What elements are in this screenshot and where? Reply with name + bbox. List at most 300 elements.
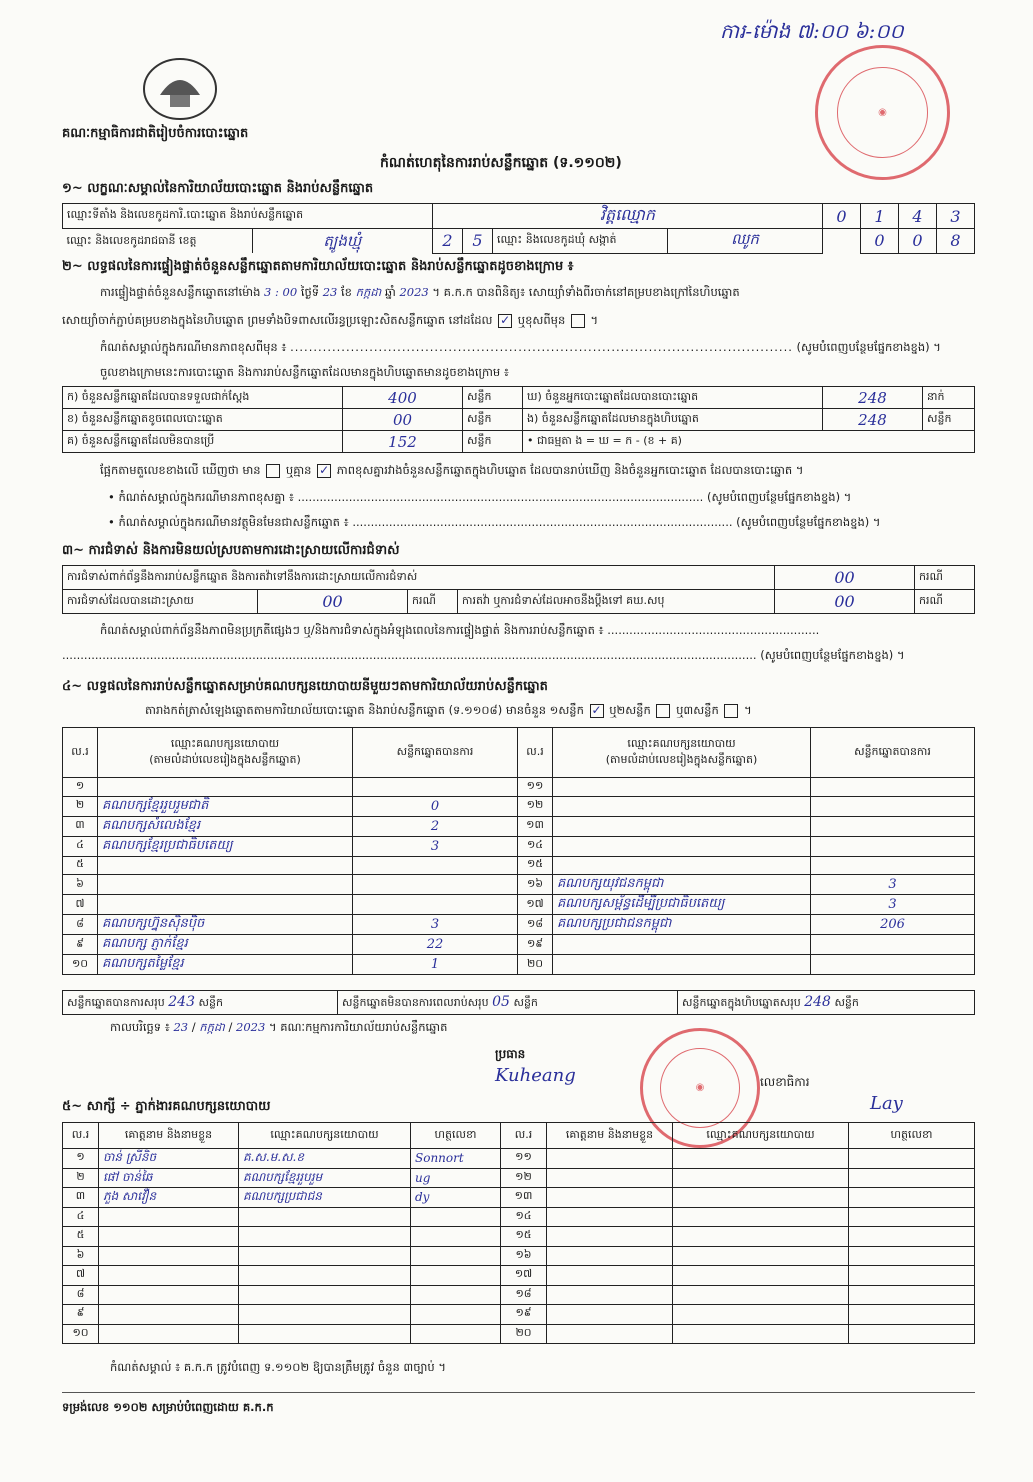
committee-label: ។ គណៈកម្មការការិយាល័យរាប់សន្លឹកឆ្នោត xyxy=(268,1020,448,1034)
witness-name xyxy=(547,1305,673,1325)
witness-no: ១៩ xyxy=(501,1305,547,1325)
three-sheet-checkbox[interactable] xyxy=(724,704,738,718)
changed-label: ឬខុសពីមុន xyxy=(517,313,566,327)
result-no: ១៧ xyxy=(518,895,553,915)
complaint-unit: ករណី xyxy=(915,566,975,590)
result-no: ១៨ xyxy=(518,915,553,935)
result-no: ៨ xyxy=(63,915,98,935)
result-party: គណបក្សសំលេងខ្មែរ xyxy=(98,816,353,836)
section4-title: ៤~ លទ្ធផលនៃការរាប់សន្លឹកឆ្នោតសម្រាប់គណបក្សនយោបាយនីមួយៗតាមការិយាល័យរាប់សន្លឹកឆ្នោត xyxy=(62,679,548,694)
spoiled-label: ខ) ចំនួនសន្លឹកឆ្នោតខូចពេលបោះឆ្នោត xyxy=(63,409,343,431)
result-party xyxy=(98,856,353,875)
appeal-unit: ករណី xyxy=(915,590,975,614)
witness-signature xyxy=(411,1305,501,1325)
witness-no: ៤ xyxy=(63,1207,99,1227)
verification-day-label: ថ្ងៃទី xyxy=(300,285,320,299)
total-invalid-cell xyxy=(338,991,678,1015)
witness-no: ៥ xyxy=(63,1227,99,1247)
result-party xyxy=(553,935,811,955)
witness-table xyxy=(62,1122,975,1344)
col-no-right: ល.រ xyxy=(518,728,553,778)
witness-no: ២ xyxy=(63,1168,99,1188)
chair-label: ប្រធាន xyxy=(495,1047,526,1061)
witness-row xyxy=(63,1227,975,1247)
result-no: ៣ xyxy=(63,816,98,836)
witness-name xyxy=(547,1149,673,1169)
discrepancy-has-label: ផ្អែកតាមតួលេខខាងលើ ឃើញថា មាន xyxy=(100,463,261,477)
commune-code-3: 8 xyxy=(937,229,975,254)
witness-party: គណបក្សខ្មែររួបរួម xyxy=(239,1168,411,1188)
witness-party xyxy=(239,1227,411,1247)
witness-signature xyxy=(411,1324,501,1344)
two-sheet-checkbox[interactable] xyxy=(656,704,670,718)
witness-name xyxy=(547,1285,673,1305)
received-value: 400 xyxy=(343,387,463,409)
witness-signature xyxy=(411,1207,501,1227)
witness-party xyxy=(673,1266,849,1286)
result-row xyxy=(63,778,975,797)
results-body xyxy=(63,778,975,975)
witness-name xyxy=(547,1207,673,1227)
result-votes xyxy=(353,875,518,895)
result-votes: 3 xyxy=(353,915,518,935)
changed-checkbox[interactable] xyxy=(571,314,585,328)
result-no: ៦ xyxy=(63,875,98,895)
result-votes: 0 xyxy=(353,796,518,816)
col-no-left: ល.រ xyxy=(63,728,98,778)
witness-no: ៦ xyxy=(63,1246,99,1266)
resolved-value: 00 xyxy=(258,590,408,614)
result-no: ៩ xyxy=(63,935,98,955)
witness-party xyxy=(673,1324,849,1344)
witness-party xyxy=(239,1324,411,1344)
irregularity-fill: (សូមបំពេញបន្ថែមផ្នែកខាងខ្នង) ។ xyxy=(760,648,905,662)
result-votes xyxy=(811,816,975,836)
result-votes: 1 xyxy=(353,955,518,975)
bottom-divider xyxy=(62,1392,975,1393)
witness-party xyxy=(673,1188,849,1208)
witness-col-party-right: ឈ្មោះគណបក្សនយោបាយ xyxy=(673,1123,849,1149)
verification-month: កក្កដា xyxy=(355,285,382,299)
bullet1-fill: (សូមបំពេញបន្ថែមផ្នែកខាងខ្នង) ។ xyxy=(707,490,852,504)
verification-time: 3 : 00 xyxy=(264,285,298,299)
bullet1-line: • កំណត់សម្គាល់ក្នុងករណីមានភាពខុសគ្នា ៖ ............................................................................................................... (សូមបំពេញបន្ថែមផ្នែកខាងខ្នង) ។ xyxy=(108,490,852,504)
unused-value: 152 xyxy=(343,431,463,453)
witness-name xyxy=(99,1207,239,1227)
unused-unit: សន្លឹក xyxy=(463,431,523,453)
witness-signature xyxy=(849,1285,975,1305)
witness-name: ភួង សាវឿន xyxy=(99,1188,239,1208)
result-party xyxy=(98,778,353,797)
result-row xyxy=(63,895,975,915)
total-invalid-value: 05 xyxy=(492,993,510,1010)
two-sheet-label: ឬ២សន្លឹក xyxy=(609,703,651,717)
result-row xyxy=(63,935,975,955)
diff-note-label: កំណត់សម្គាល់ក្នុងករណីមានភាពខុសពីមុន ៖ xyxy=(100,340,287,354)
voters-label: ឃ) ចំនួនអ្នកបោះឆ្នោតដែលបានបោះឆ្នោត xyxy=(523,387,823,409)
date-label: កាលបរិច្ឆេទ ៖ xyxy=(110,1020,170,1034)
date-month: កក្កដា xyxy=(199,1020,225,1034)
total-invalid-unit: សន្លឹក xyxy=(513,995,538,1009)
result-party xyxy=(553,796,811,816)
tally-sheet-line: តារាងកត់ត្រាសំឡេងឆ្នោតតាមការិយាល័យបោះឆ្នោត និងរាប់សន្លឹកឆ្នោត (ទ.១១០៨) មានចំនួន ១សន្លឹក ✓ ឬ២សន្លឹក ឬ៣សន្លឹក ។ xyxy=(145,702,752,717)
result-votes: 3 xyxy=(811,895,975,915)
total-valid-label: សន្លឹកឆ្នោតបានការសរុប xyxy=(67,995,165,1009)
witness-signature xyxy=(849,1227,975,1247)
discrepancy-line xyxy=(100,463,803,480)
province-code-1: 2 xyxy=(433,229,463,254)
location-label: ឈ្មោះទីតាំង និងលេខកូដការិ.បោះឆ្នោត និងរាប់សន្លឹកឆ្នោត xyxy=(63,204,433,229)
witness-name: ចាន់ ស្រីនិច xyxy=(99,1149,239,1169)
witness-party: គ.ស.ម.ស.ខ xyxy=(239,1149,411,1169)
ballot-intro: ចួលខាងក្រោមនេះការបោះឆ្នោត និងការរាប់សន្លឹកឆ្នោតដែលមានក្នុងហិបឆ្នោតមានដូចខាងក្រោម ៖ xyxy=(100,365,509,379)
resolved-label: ការជំទាស់ដែលបានដោះស្រាយ xyxy=(63,590,258,614)
total-box-value: 248 xyxy=(804,993,831,1010)
witness-col-party-left: ឈ្មោះគណបក្សនយោបាយ xyxy=(239,1123,411,1149)
witness-no: ១ xyxy=(63,1149,99,1169)
col-votes-left: សន្លឹកឆ្នោតបានការ xyxy=(353,728,518,778)
section1-title: ១~ លក្ខណៈសម្គាល់នៃការិយាល័យបោះឆ្នោត និងរាប់សន្លឹកឆ្នោត xyxy=(62,181,374,196)
result-row xyxy=(63,856,975,875)
result-party xyxy=(553,778,811,797)
col-party-left xyxy=(98,728,353,778)
result-party xyxy=(98,895,353,915)
result-votes xyxy=(353,895,518,915)
witness-signature xyxy=(849,1246,975,1266)
secretary-label: លេខាធិការ xyxy=(760,1075,810,1089)
witness-signature xyxy=(849,1266,975,1286)
witness-name xyxy=(99,1324,239,1344)
witness-party xyxy=(673,1285,849,1305)
complaint-label: ការជំទាស់ពាក់ព័ន្ធនឹងការរាប់សន្លឹកឆ្នោត និងការតវ៉ាទៅនឹងការដោះស្រាយលើការជំទាស់ xyxy=(63,566,775,590)
location-code-4: 3 xyxy=(937,204,975,229)
result-votes xyxy=(811,955,975,975)
witness-no: ៧ xyxy=(63,1266,99,1286)
witness-signature xyxy=(849,1188,975,1208)
has-discrepancy-checkbox[interactable] xyxy=(266,464,280,478)
received-unit: សន្លឹក xyxy=(463,387,523,409)
witness-name xyxy=(547,1168,673,1188)
witness-name xyxy=(99,1266,239,1286)
witness-party: គណបក្សប្រជាជន xyxy=(239,1188,411,1208)
appeal-value: 00 xyxy=(775,590,915,614)
verification-month-label: ខែ xyxy=(341,285,352,299)
witness-signature: dy xyxy=(411,1188,501,1208)
irregularity-note: កំណត់សម្គាល់ពាក់ព័ន្ធនឹងភាពមិនប្រក្រតីផ្សេងៗ ឬ/និងការជំទាស់ក្នុងអំឡុងពេលនៃការផ្ទៀងផ្ទាត់ និងការរាប់សន្លឹកឆ្នោត ៖ .......................................................... xyxy=(100,623,820,637)
secretary-signature: Lay xyxy=(870,1093,903,1114)
witness-row xyxy=(63,1149,975,1169)
result-votes xyxy=(811,778,975,797)
result-no: ១៩ xyxy=(518,935,553,955)
form-title: កំណត់ហេតុនៃការរាប់សន្លឹកឆ្នោត (ទ.១១០២) xyxy=(380,155,622,171)
result-party xyxy=(98,875,353,895)
results-table xyxy=(62,727,975,975)
witness-col-no-left: ល.រ xyxy=(63,1123,99,1149)
witness-signature xyxy=(411,1266,501,1286)
province-code-2: 5 xyxy=(463,229,493,254)
result-votes xyxy=(811,935,975,955)
witness-party xyxy=(673,1305,849,1325)
unchanged-checkbox[interactable]: ✓ xyxy=(500,312,511,327)
witness-party xyxy=(239,1246,411,1266)
result-votes xyxy=(811,856,975,875)
result-votes: 206 xyxy=(811,915,975,935)
witness-no: ៩ xyxy=(63,1305,99,1325)
seal-line: សោយ្យាំចាក់ភ្ជាប់គម្របខាងក្នុងនៃហិបឆ្នោត ព្រមទាំងបិទពាសលើរន្ធប្រឡោះសិតសន្លឹកឆ្នោត នៅដដែល ✓ ឬខុសពីមុន ។ xyxy=(62,312,599,327)
witness-no: ១៧ xyxy=(501,1266,547,1286)
witness-name xyxy=(99,1285,239,1305)
result-party: គណបក្ស ភ្ញាក់ខ្មែរ xyxy=(98,935,353,955)
stamp-emblem-icon: ◉ xyxy=(837,67,927,157)
witness-no: ១៨ xyxy=(501,1285,547,1305)
section3-title: ៣~ ការជំទាស់ និងការមិនយល់ស្របតាមការដោះស្រាយលើការជំទាស់ xyxy=(62,543,400,558)
witness-signature xyxy=(411,1246,501,1266)
result-party: គណបក្សយុវជនកម្ពុជា xyxy=(553,875,811,895)
col-party-left-sub: (តាមលំដាប់លេខរៀងក្នុងសន្លឹកឆ្នោត) xyxy=(149,752,301,766)
commission-name: គណៈកម្មាធិការជាតិរៀបចំការបោះឆ្នោត xyxy=(62,126,249,141)
total-box-label: សន្លឹកឆ្នោតក្នុងហិបឆ្នោតសរុប xyxy=(682,995,801,1009)
witness-no: ១៤ xyxy=(501,1207,547,1227)
witness-party xyxy=(673,1246,849,1266)
result-votes: 3 xyxy=(811,875,975,895)
date-line: កាលបរិច្ឆេទ ៖ 23 / កក្កដា / 2023 ។ គណៈកម្មការការិយាល័យរាប់សន្លឹកឆ្នោត xyxy=(110,1020,448,1034)
total-box-cell xyxy=(678,991,975,1015)
result-row xyxy=(63,955,975,975)
voters-value: 248 xyxy=(823,387,923,409)
witness-no: ៣ xyxy=(63,1188,99,1208)
result-votes xyxy=(811,836,975,856)
in-box-unit: សន្លឹក xyxy=(923,409,975,431)
result-party xyxy=(553,856,811,875)
witness-row xyxy=(63,1266,975,1286)
discrepancy-none-label: ឬគ្មាន xyxy=(285,463,312,477)
result-row xyxy=(63,816,975,836)
location-code-2: 1 xyxy=(861,204,899,229)
result-party xyxy=(553,816,811,836)
form-number: ទម្រង់លេខ ១១០២ សម្រាប់បំពេញដោយ គ.ក.ក xyxy=(62,1400,274,1414)
witness-name xyxy=(99,1227,239,1247)
total-invalid-label: សន្លឹកឆ្នោតមិនបានការពេលរាប់សរុប xyxy=(342,995,489,1009)
witness-signature xyxy=(849,1168,975,1188)
tally-sheet-label: តារាងកត់ត្រាសំឡេងឆ្នោតតាមការិយាល័យបោះឆ្នោត និងរាប់សន្លឹកឆ្នោត (ទ.១១០៨) មានចំនួន ១សន្លឹក xyxy=(145,703,584,717)
witness-no: ១២ xyxy=(501,1168,547,1188)
section1-table xyxy=(62,203,975,254)
result-no: ១៥ xyxy=(518,856,553,875)
witness-col-no-right: ល.រ xyxy=(501,1123,547,1149)
witness-no: ១៣ xyxy=(501,1188,547,1208)
witness-col-sign-right: ហត្ថលេខា xyxy=(849,1123,975,1149)
result-no: ១៤ xyxy=(518,836,553,856)
province-value: ត្បូងឃ្មុំ xyxy=(323,232,362,250)
result-no: ១៣ xyxy=(518,816,553,836)
result-party: គណបក្សហ្វ៊ុនស៊ិនប៉ិច xyxy=(98,915,353,935)
date-day: 23 xyxy=(173,1020,189,1034)
witness-row xyxy=(63,1285,975,1305)
witness-signature xyxy=(849,1207,975,1227)
witness-name xyxy=(99,1305,239,1325)
result-no: ៥ xyxy=(63,856,98,875)
verification-line xyxy=(100,285,740,302)
witness-no: ២០ xyxy=(501,1324,547,1344)
result-votes: 3 xyxy=(353,836,518,856)
witness-party xyxy=(673,1149,849,1169)
location-code-3: 4 xyxy=(899,204,937,229)
result-votes xyxy=(353,856,518,875)
bullet2-label: • កំណត់សម្គាល់ក្នុងករណីមានវត្ថុមិនមែនជាសន្លឹកឆ្នោត ៖ xyxy=(108,515,349,529)
witness-name xyxy=(547,1324,673,1344)
col-votes-right: សន្លឹកឆ្នោតបានការ xyxy=(811,728,975,778)
total-valid-value: 243 xyxy=(168,993,195,1010)
chair-signature: Kuheang xyxy=(495,1065,576,1086)
footnote: កំណត់សម្គាល់ ៖ គ.ក.ក ត្រូវបំពេញ ទ.១១០២ ឱ្យបានត្រឹមត្រូវ ចំនួន ៣ច្បាប់ ។ xyxy=(110,1360,446,1374)
irregularity-fill-line: .............................................................................................................................................................................................. (សូមបំពេញបន្ថែមផ្នែកខាងខ្នង) ។ xyxy=(62,648,905,662)
bullet2-fill: (សូមបំពេញបន្ថែមផ្នែកខាងខ្នង) ។ xyxy=(736,515,881,529)
unused-label: គ) ចំនួនសន្លឹកឆ្នោតដែលមិនបានប្រើ xyxy=(63,431,343,453)
result-party xyxy=(553,836,811,856)
witness-party xyxy=(673,1207,849,1227)
result-row xyxy=(63,915,975,935)
formula: • ជាធម្មតា ង = ឃ = ក - (ខ + គ) xyxy=(523,431,975,453)
no-discrepancy-checkbox[interactable]: ✓ xyxy=(319,462,330,477)
diff-note-fill: (សូមបំពេញបន្ថែមផ្នែកខាងខ្នង) ។ xyxy=(796,340,941,354)
section5-title: ៥~ សាក្សី ÷ ភ្នាក់ងារគណបក្សនយោបាយ xyxy=(62,1099,271,1114)
witness-signature: Sonnort xyxy=(411,1149,501,1169)
witness-col-name-left: គោត្តនាម និងនាមខ្លួន xyxy=(99,1123,239,1149)
witness-col-name-right: គោត្តនាម និងនាមខ្លួន xyxy=(547,1123,673,1149)
verification-day: 23 xyxy=(322,285,338,299)
nec-emblem-icon xyxy=(140,55,220,123)
province-label: ឈ្មោះ និងលេខកូដរាជធានី ខេត្ត xyxy=(63,229,253,253)
complaint-value: 00 xyxy=(775,566,915,590)
date-year: 2023 xyxy=(236,1020,266,1034)
commune-value: ឈូក xyxy=(668,229,823,254)
location-code-1: 0 xyxy=(823,204,861,229)
appeal-label: ការតវ៉ា ឬការជំទាស់ដែលអាចនឹងប្តឹងទៅ គឃ.សបុ xyxy=(458,590,775,614)
result-no: ២ xyxy=(63,796,98,816)
witness-no: ១៦ xyxy=(501,1246,547,1266)
spoiled-value: 00 xyxy=(343,409,463,431)
received-label: ក) ចំនួនសន្លឹកឆ្នោតដែលបានទទួលជាក់ស្តែង xyxy=(63,387,343,409)
official-stamp-top xyxy=(815,45,950,180)
witness-signature xyxy=(849,1149,975,1169)
one-sheet-checkbox[interactable]: ✓ xyxy=(591,702,602,717)
result-no: ១០ xyxy=(63,955,98,975)
witness-no: ១៥ xyxy=(501,1227,547,1247)
result-votes xyxy=(353,778,518,797)
result-no: ១ xyxy=(63,778,98,797)
result-votes xyxy=(811,796,975,816)
result-no: ១១ xyxy=(518,778,553,797)
result-votes: 22 xyxy=(353,935,518,955)
col-party-right xyxy=(553,728,811,778)
seal-text: សោយ្យាំចាក់ភ្ជាប់គម្របខាងក្នុងនៃហិបឆ្នោត ព្រមទាំងបិទពាសលើរន្ធប្រឡោះសិតសន្លឹកឆ្នោត នៅដដែល xyxy=(62,313,493,327)
result-no: ៤ xyxy=(63,836,98,856)
witness-signature xyxy=(849,1324,975,1344)
result-no: ១៦ xyxy=(518,875,553,895)
three-sheet-label: ឬ៣សន្លឹក xyxy=(676,703,719,717)
verification-time-label: ការផ្ទៀងផ្ទាត់ចំនួនសន្លឹកឆ្នោតនៅម៉ោង xyxy=(100,285,261,299)
irregularity-label: កំណត់សម្គាល់ពាក់ព័ន្ធនឹងភាពមិនប្រក្រតីផ្សេងៗ ឬ/និងការជំទាស់ក្នុងអំឡុងពេលនៃការផ្ទៀងផ្ទាត់ និងការរាប់សន្លឹកឆ្នោត ៖ xyxy=(100,623,604,637)
result-party: គណបក្សសម្ព័ន្ធដើម្បីប្រជាធិបតេយ្យ xyxy=(553,895,811,915)
witness-name xyxy=(547,1188,673,1208)
diff-note-line: កំណត់សម្គាល់ក្នុងករណីមានភាពខុសពីមុន ៖ ............................................................................................................ (សូមបំពេញបន្ថែមផ្នែកខាងខ្នង) ។ xyxy=(100,340,941,354)
witness-name xyxy=(547,1266,673,1286)
voters-unit: នាក់ xyxy=(923,387,975,409)
witness-party xyxy=(239,1266,411,1286)
in-box-label: ង) ចំនួនសន្លឹកឆ្នោតដែលមានក្នុងហិបឆ្នោត xyxy=(523,409,823,431)
verification-text: ។ គ.ក.ក បានពិនិត្យ៖ សោយ្យាំទាំងពីរចាក់នៅគម្របខាងក្រៅនៃហិបឆ្នោត xyxy=(432,285,740,299)
verification-year-label: ឆ្នាំ xyxy=(384,285,396,299)
witness-row xyxy=(63,1168,975,1188)
total-valid-cell xyxy=(63,991,338,1015)
witness-name xyxy=(547,1246,673,1266)
witness-row xyxy=(63,1207,975,1227)
witness-row xyxy=(63,1324,975,1344)
totals-table xyxy=(62,990,975,1015)
witness-name xyxy=(547,1227,673,1247)
witness-party xyxy=(239,1207,411,1227)
result-no: ៧ xyxy=(63,895,98,915)
witness-party xyxy=(673,1227,849,1247)
result-party: គណបក្សប្រជាជនកម្ពុជា xyxy=(553,915,811,935)
witness-row xyxy=(63,1246,975,1266)
col-party-right-sub: (តាមលំដាប់លេខរៀងក្នុងសន្លឹកឆ្នោត) xyxy=(605,752,758,766)
witness-party xyxy=(239,1285,411,1305)
witness-party xyxy=(239,1305,411,1325)
spoiled-unit: សន្លឹក xyxy=(463,409,523,431)
result-row xyxy=(63,875,975,895)
in-box-value: 248 xyxy=(823,409,923,431)
result-votes: 2 xyxy=(353,816,518,836)
result-party: គណបក្សខ្មែររួបរួមជាតិ xyxy=(98,796,353,816)
result-party: គណបក្សខ្មែរប្រជាធិបតេយ្យ xyxy=(98,836,353,856)
verification-year: 2023 xyxy=(399,285,429,299)
result-row xyxy=(63,796,975,816)
witness-name xyxy=(99,1246,239,1266)
resolved-unit: ករណី xyxy=(408,590,458,614)
result-party: គណបក្សតម្លៃខ្មែរ xyxy=(98,955,353,975)
witness-name: ផៅ ចាន់ឆៃ xyxy=(99,1168,239,1188)
witness-row xyxy=(63,1188,975,1208)
witness-signature xyxy=(411,1285,501,1305)
witness-col-sign-left: ហត្ថលេខា xyxy=(411,1123,501,1149)
bullet1-label: • កំណត់សម្គាល់ក្នុងករណីមានភាពខុសគ្នា ៖ xyxy=(108,490,294,504)
location-value: វិត្តឈ្មោក xyxy=(433,204,823,229)
witness-no: ១១ xyxy=(501,1149,547,1169)
col-party-right-title: ឈ្មោះគណបក្សនយោបាយ xyxy=(627,736,736,750)
witness-no: ១០ xyxy=(63,1324,99,1344)
section2-title: ២~ លទ្ធផលនៃការផ្ទៀងផ្ទាត់ចំនួនសន្លឹកឆ្នោតតាមការិយាល័យបោះឆ្នោត និងរាប់សន្លឹកឆ្នោតដូចខាងក្រោម ៖ xyxy=(62,259,574,274)
discrepancy-text: ភាពខុសគ្នារវាងចំនួនសន្លឹកឆ្នោតក្នុងហិបឆ្នោត ដែលបានរាប់ឃើញ និងចំនួនអ្នកបោះឆ្នោត ដែលបានបោះឆ្នោត ។ xyxy=(336,463,804,477)
total-box-unit: សន្លឹក xyxy=(834,995,859,1009)
commune-code-2: 0 xyxy=(899,229,937,254)
witness-body xyxy=(63,1149,975,1344)
commune-code-1: 0 xyxy=(861,229,899,254)
witness-party xyxy=(673,1168,849,1188)
bullet2-line: • កំណត់សម្គាល់ក្នុងករណីមានវត្ថុមិនមែនជាសន្លឹកឆ្នោត ៖ ........................................................................................................ (សូមបំពេញបន្ថែមផ្នែកខាងខ្នង) ។ xyxy=(108,515,881,529)
commune-label: ឈ្មោះ និងលេខកូដឃុំ សង្កាត់ xyxy=(493,229,668,254)
witness-signature: ug xyxy=(411,1168,501,1188)
total-valid-unit: សន្លឹក xyxy=(198,995,223,1009)
result-row xyxy=(63,836,975,856)
section3-table xyxy=(62,565,975,614)
witness-signature xyxy=(411,1227,501,1247)
witness-row xyxy=(63,1305,975,1325)
col-party-left-title: ឈ្មោះគណបក្សនយោបាយ xyxy=(170,736,280,750)
result-party xyxy=(553,955,811,975)
witness-signature xyxy=(849,1305,975,1325)
result-no: ២០ xyxy=(518,955,553,975)
